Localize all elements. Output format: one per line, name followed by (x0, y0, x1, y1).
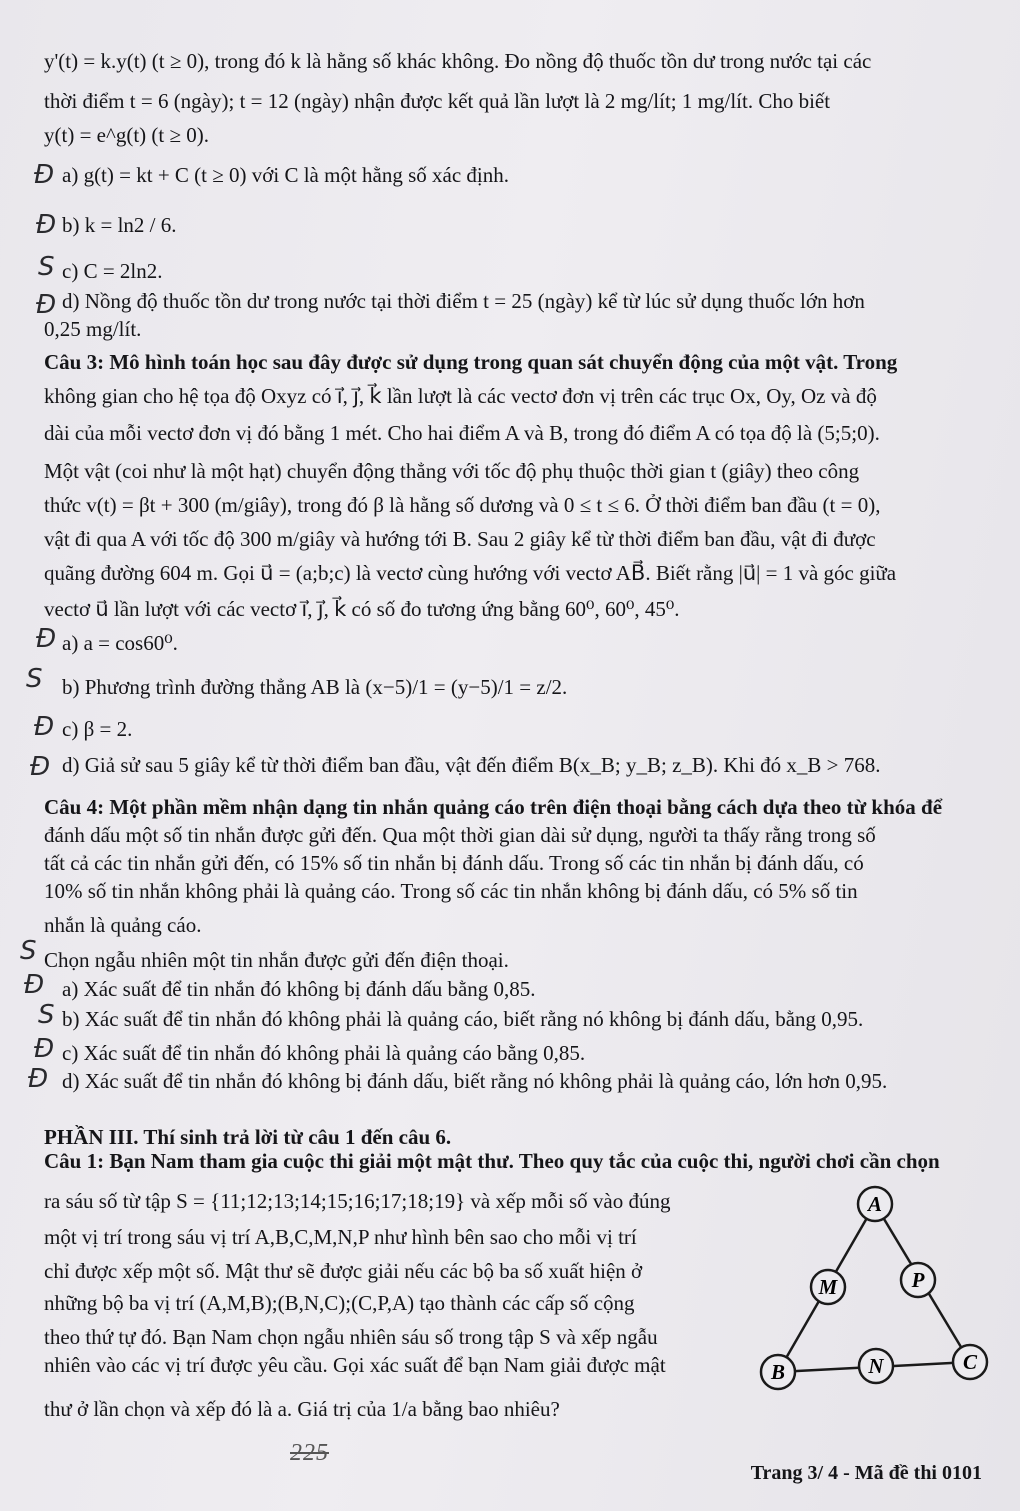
node-n (859, 1349, 893, 1383)
handwritten-mark: Đ (36, 210, 57, 240)
text-line: ra sáu số từ tập S = {11;12;13;14;15;16;17;18;19} và xếp mỗi số vào đúng (44, 1189, 671, 1213)
text-line: theo thứ tự đó. Bạn Nam chọn ngẫu nhiên sáu số trong tập S và xếp ngẫu (44, 1325, 658, 1349)
handwritten-mark: Đ (34, 712, 55, 742)
option-b: b) Xác suất để tin nhắn đó không phải là quảng cáo, biết rằng nó không bị đánh dấu, bằng 0,95. (62, 1007, 864, 1031)
text-line: thời điểm t = 6 (ngày); t = 12 (ngày) nhận được kết quả lần lượt là 2 mg/lít; 1 mg/lít. Cho biết (44, 89, 831, 113)
option-a: a) Xác suất để tin nhắn đó không bị đánh dấu bằng 0,85. (62, 977, 536, 1001)
node-c (953, 1345, 987, 1379)
text-line: Chọn ngẫu nhiên một tin nhắn được gửi đến điện thoại. (44, 948, 509, 972)
text-line: 0,25 mg/lít. (44, 317, 142, 341)
handwritten-answer: 225 (290, 1440, 329, 1466)
text-line: Một vật (coi như là một hạt) chuyển động thẳng với tốc độ phụ thuộc thời gian t (giây) theo công (44, 459, 860, 483)
handwritten-mark: Đ (36, 290, 57, 320)
svg-text:M: M (818, 1275, 838, 1299)
svg-text:B: B (770, 1360, 786, 1384)
text-line: những bộ ba vị trí (A,M,B);(B,N,C);(C,P,A) tạo thành các cấp số cộng (44, 1291, 635, 1315)
text-line: vật đi qua A với tốc độ 300 m/giây và hướng tới B. Sau 2 giây kể từ thời điểm ban đầu, vật đi được (44, 527, 876, 551)
part-3-heading: PHẦN III. Thí sinh trả lời từ câu 1 đến câu 6. (44, 1125, 452, 1149)
text-line: nhắn là quảng cáo. (44, 913, 202, 937)
node-b (761, 1355, 795, 1389)
handwritten-mark: S (20, 936, 37, 966)
text-line: vectơ u⃗ lần lượt với các vectơ i⃗, j⃗, k⃗ có số đo tương ứng bằng 60⁰, 60⁰, 45⁰. (44, 597, 680, 621)
svg-text:A: A (867, 1192, 883, 1216)
node-p (901, 1263, 935, 1297)
page-footer: Trang 3/ 4 - Mã đề thi 0101 (750, 1462, 982, 1484)
handwritten-mark: S (38, 252, 55, 282)
handwritten-mark: Đ (28, 1064, 49, 1094)
question-4-heading: Câu 4: Một phần mềm nhận dạng tin nhắn quảng cáo trên điện thoại bằng cách dựa theo từ khóa để (44, 795, 943, 819)
question-3-heading: Câu 3: Mô hình toán học sau đây được sử dụng trong quan sát chuyển động của một vật. Trong (44, 350, 898, 374)
node-a (858, 1187, 892, 1221)
handwritten-mark: Đ (36, 624, 57, 654)
option-d: d) Nồng độ thuốc tồn dư trong nước tại thời điểm t = 25 (ngày) kể từ lúc sử dụng thuốc lớn hơn (62, 289, 865, 313)
node-m (811, 1270, 845, 1304)
handwritten-mark: Đ (34, 160, 55, 190)
text-line: nhiên vào các vị trí được yêu cầu. Gọi xác suất để bạn Nam giải được mật (44, 1353, 666, 1377)
handwritten-mark: S (38, 1000, 55, 1030)
handwritten-mark: Đ (24, 970, 45, 1000)
option-c: c) β = 2. (62, 717, 133, 741)
option-a: a) a = cos60⁰. (62, 631, 178, 655)
question-1-heading: Câu 1: Bạn Nam tham gia cuộc thi giải một mật thư. Theo quy tắc của cuộc thi, người chơi cần chọn (44, 1149, 940, 1173)
handwritten-mark: S (26, 664, 43, 694)
text-line: không gian cho hệ tọa độ Oxyz có i⃗, j⃗, k⃗ lần lượt là các vectơ đơn vị trên các trục Ox, Oy, Oz và độ (44, 384, 877, 408)
text-line: y'(t) = k.y(t) (t ≥ 0), trong đó k là hằng số khác không. Đo nồng độ thuốc tồn dư trong nước tại các (44, 49, 872, 73)
option-d: d) Giả sử sau 5 giây kể từ thời điểm ban đầu, vật đến điểm B(x_B; y_B; z_B). Khi đó x_B > 768. (62, 753, 881, 777)
option-c: c) Xác suất để tin nhắn đó không phải là quảng cáo bằng 0,85. (62, 1041, 586, 1065)
text-line: thư ở lần chọn và xếp đó là a. Giá trị của 1/a bằng bao nhiêu? (44, 1397, 560, 1421)
option-a: a) g(t) = kt + C (t ≥ 0) với C là một hằng số xác định. (62, 163, 509, 187)
handwritten-mark: Đ (34, 1034, 55, 1064)
text-line: chỉ được xếp một số. Mật thư sẽ được giải nếu các bộ ba số xuất hiện ở (44, 1259, 643, 1283)
text-line: đánh dấu một số tin nhắn được gửi đến. Qua một thời gian dài sử dụng, người ta thấy rằng trong số (44, 823, 876, 847)
option-d: d) Xác suất để tin nhắn đó không bị đánh dấu, biết rằng nó không phải là quảng cáo, lớn hơn 0,95. (62, 1069, 888, 1093)
svg-text:N: N (868, 1354, 884, 1378)
text-line: dài của mỗi vectơ đơn vị đó bằng 1 mét. Cho hai điểm A và B, trong đó điểm A có tọa độ là (5;5;0). (44, 421, 880, 445)
svg-text:P: P (911, 1268, 925, 1292)
option-b: b) Phương trình đường thẳng AB là (x−5)/1 = (y−5)/1 = z/2. (62, 675, 568, 699)
text-line: tất cả các tin nhắn gửi đến, có 15% số tin nhắn bị đánh dấu. Trong số các tin nhắn bị đánh dấu, có (44, 851, 864, 875)
text-line: 10% số tin nhắn không phải là quảng cáo. Trong số các tin nhắn không bị đánh dấu, có 5% số tin (44, 879, 858, 903)
handwritten-mark: Đ (30, 752, 51, 782)
text-line: y(t) = e^g(t) (t ≥ 0). (44, 123, 210, 147)
text-line: quãng đường 604 m. Gọi u⃗ = (a;b;c) là vectơ cùng hướng với vectơ AB⃗. Biết rằng |u⃗| = 1 và góc giữa (44, 561, 897, 585)
text-line: một vị trí trong sáu vị trí A,B,C,M,N,P như hình bên sao cho mỗi vị trí (44, 1225, 637, 1249)
text-line: thức v(t) = βt + 300 (m/giây), trong đó β là hằng số dương và 0 ≤ t ≤ 6. Ở thời điểm ban đầu (t = 0), (44, 493, 881, 517)
option-b: b) k = ln2 / 6. (62, 213, 177, 237)
option-c: c) C = 2ln2. (62, 259, 163, 283)
svg-text:C: C (962, 1350, 978, 1374)
triangle-diagram (748, 1180, 998, 1405)
